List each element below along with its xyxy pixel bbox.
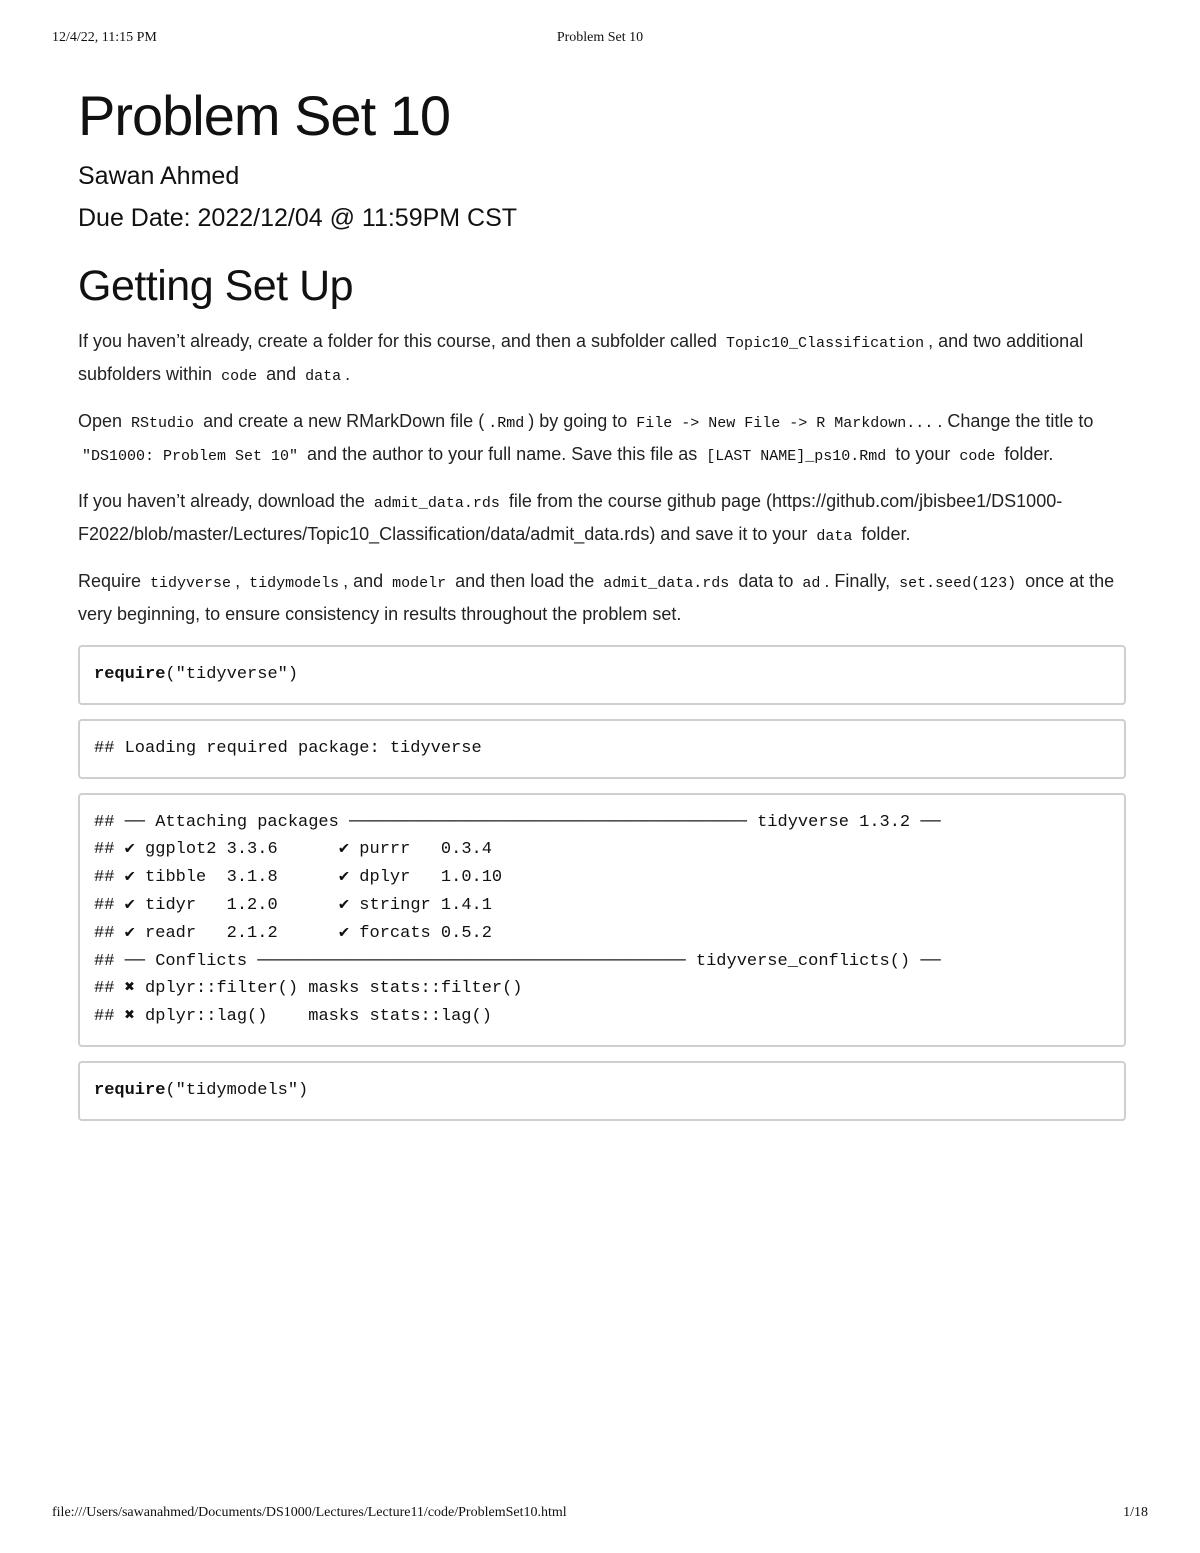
- inline-code: Topic10_Classification: [726, 335, 925, 352]
- inline-code: code: [959, 448, 996, 465]
- output-line: ## ✔ ggplot2 3.3.6 ✔ purrr 0.3.4: [94, 840, 503, 860]
- code-args: ("tidymodels"): [165, 1080, 309, 1100]
- inline-code: "DS1000: Problem Set 10": [82, 448, 299, 465]
- section-heading: Getting Set Up: [78, 262, 354, 310]
- paragraph-download-data: If you haven’t already, download the admit_data.rds file from the course github page (https://github.com/jbisbee1/DS1000-F2022/blob/master/Lectures/Topic10_Classification/data/admit_data.rds) and save it to your data folder.: [78, 491, 1063, 545]
- output-line: ## ✔ tibble 3.1.8 ✔ dplyr 1.0.10: [94, 868, 503, 888]
- inline-code: admit_data.rds: [373, 495, 500, 512]
- code-function: require: [94, 665, 166, 684]
- output-line: ## ✔ tidyr 1.2.0 ✔ stringr 1.4.1: [94, 895, 503, 915]
- paragraph-setup-folders: If you haven’t already, create a folder for this course, and then a subfolder called Topic10_Classification , and two additional subfolders within code and data .: [78, 331, 1084, 385]
- print-header: [52, 30, 1148, 50]
- code-block-require-tidymodels: [78, 1061, 1126, 1121]
- inline-code: modelr: [392, 575, 447, 592]
- code-function: require: [94, 1080, 166, 1100]
- output-line: ## ✖ dplyr::filter() masks stats::filter(): [94, 979, 523, 999]
- inline-code: data: [816, 528, 853, 545]
- due-date: Due Date: 2022/12/04 @ 11:59PM CST: [78, 204, 518, 232]
- code-block-require-tidyverse: [78, 645, 1126, 705]
- print-page-number: 1/18: [1123, 1505, 1148, 1520]
- inline-code: ad: [802, 575, 821, 592]
- inline-code: data: [305, 368, 342, 385]
- output-line: ## ── Conflicts ────────────────────────────────────────── tidyverse_conflicts() ──: [94, 951, 941, 971]
- inline-code: [LAST NAME]_ps10.Rmd: [706, 448, 887, 465]
- print-page-title: Problem Set 10: [556, 30, 644, 45]
- output-block-attach: [78, 793, 1126, 1047]
- inline-code: set.seed(123): [899, 575, 1017, 592]
- inline-code: .Rmd: [488, 415, 525, 432]
- inline-code: RStudio: [131, 415, 195, 432]
- document-body: [78, 82, 1126, 1121]
- paragraph-require-packages: Require tidyverse , tidymodels , and modelr and then load the admit_data.rds data to ad . Finally, set.seed(123) once at the very beginning, to ensure consistency in results throughout the problem set.: [78, 571, 1115, 624]
- inline-code: code: [221, 368, 258, 385]
- output-line: ## ── Attaching packages ─────────────────────────────────────── tidyverse 1.3.2 ──: [94, 812, 941, 832]
- code-args: ("tidyverse"): [165, 665, 299, 684]
- inline-code: File -> New File -> R Markdown...: [636, 415, 934, 432]
- paragraph-create-rmd: Open RStudio and create a new RMarkDown file ( .Rmd ) by going to File -> New File -> R Markdown... . Change the title to "DS1000: Problem Set 10" and the author to your full name. Save this file as [LAST NAME]_ps10.Rmd to your code folder.: [78, 411, 1094, 465]
- page-title: Problem Set 10: [78, 84, 450, 147]
- output-text: ## Loading required package: tidyverse: [94, 738, 482, 758]
- author: Sawan Ahmed: [78, 162, 240, 190]
- print-footer: [52, 1505, 1148, 1525]
- inline-code: admit_data.rds: [603, 575, 730, 592]
- inline-code: tidymodels: [249, 575, 340, 592]
- output-line: ## ✔ readr 2.1.2 ✔ forcats 0.5.2: [94, 923, 503, 943]
- output-line: ## ✖ dplyr::lag() masks stats::lag(): [94, 1007, 492, 1027]
- inline-code: tidyverse: [150, 575, 232, 592]
- output-block-loading: [78, 719, 1126, 779]
- print-datetime: 12/4/22, 11:15 PM: [52, 30, 157, 45]
- print-file-path: file:///Users/sawanahmed/Documents/DS1000/Lectures/Lecture11/code/ProblemSet10.html: [52, 1505, 567, 1520]
